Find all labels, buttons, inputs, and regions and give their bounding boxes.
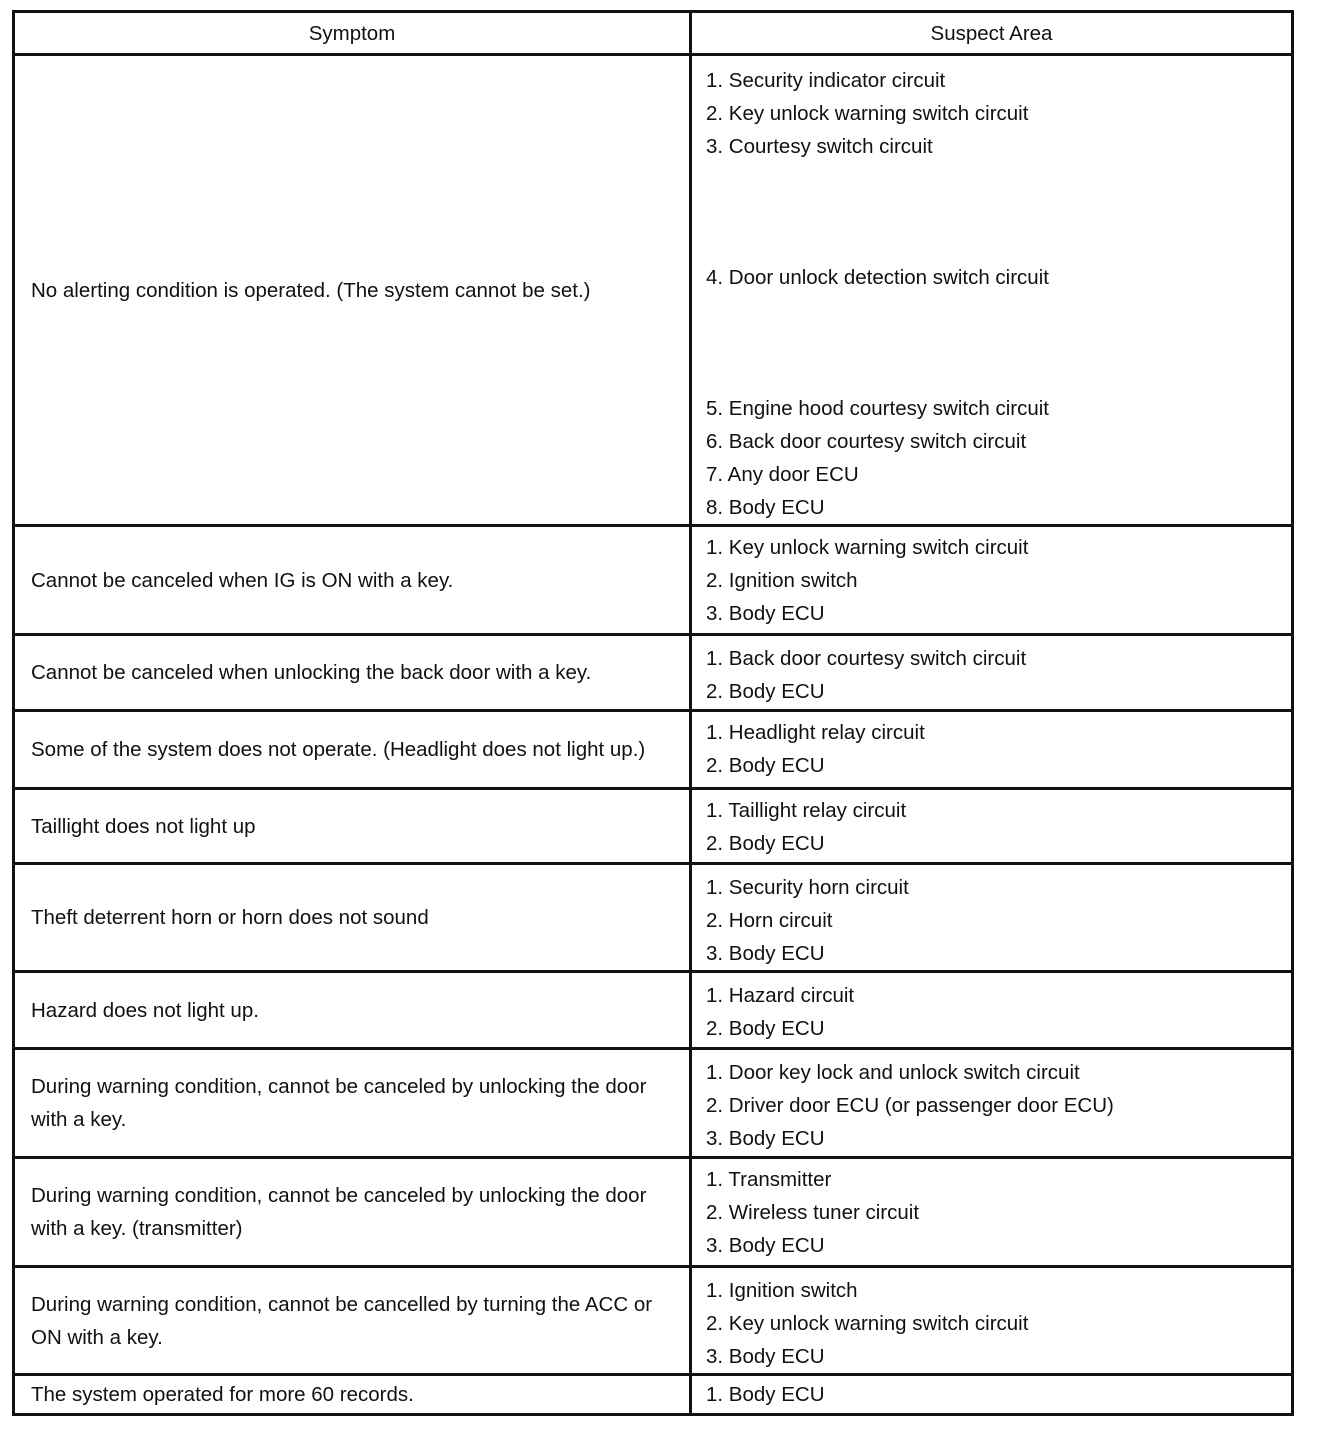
- suspect-item: 5. Engine hood courtesy switch circuit: [706, 397, 1049, 420]
- suspect-item: 1. Security indicator circuit: [706, 69, 946, 92]
- suspect-area-cell: [691, 972, 1293, 1049]
- symptom-cell: Some of the system does not operate. (Headlight does not light up.): [14, 711, 691, 789]
- table-row: [14, 972, 1293, 1049]
- suspect-area-cell: [691, 789, 1293, 864]
- suspect-item: 3. Body ECU: [706, 1345, 825, 1368]
- suspect-item: 3. Courtesy switch circuit: [706, 135, 933, 158]
- suspect-item: 2. Driver door ECU (or passenger door ECU): [706, 1094, 1114, 1117]
- suspect-item: 1. Back door courtesy switch circuit: [706, 647, 1027, 670]
- troubleshooting-table: [12, 10, 1294, 1416]
- suspect-item: 2. Key unlock warning switch circuit: [706, 102, 1029, 125]
- suspect-item: 4. Door unlock detection switch circuit: [706, 266, 1049, 289]
- suspect-area-cell: [691, 526, 1293, 635]
- symptom-cell: Theft deterrent horn or horn does not sound: [14, 864, 691, 972]
- suspect-item: 2. Body ECU: [706, 1017, 825, 1040]
- symptom-cell: During warning condition, cannot be canceled by unlocking the door with a key.: [14, 1049, 691, 1158]
- suspect-item: 1. Door key lock and unlock switch circuit: [706, 1061, 1080, 1084]
- suspect-item: 1. Key unlock warning switch circuit: [706, 536, 1029, 559]
- table-body: [14, 55, 1293, 1415]
- troubleshooting-table-container: [12, 10, 1291, 1416]
- suspect-item: 2. Wireless tuner circuit: [706, 1201, 920, 1224]
- table-row: [14, 635, 1293, 711]
- suspect-area-cell: [691, 635, 1293, 711]
- suspect-item: 2. Key unlock warning switch circuit: [706, 1312, 1029, 1335]
- suspect-item: 2. Ignition switch: [706, 569, 858, 592]
- symptom-column-header: Symptom: [14, 12, 691, 55]
- suspect-item: 6. Back door courtesy switch circuit: [706, 430, 1027, 453]
- suspect-area-cell: [691, 711, 1293, 789]
- suspect-item: 1. Transmitter: [706, 1168, 832, 1191]
- suspect-item: 2. Body ECU: [706, 754, 825, 777]
- suspect-item: 1. Body ECU: [706, 1383, 825, 1406]
- header-row: [14, 12, 1293, 55]
- symptom-cell: Cannot be canceled when unlocking the back door with a key.: [14, 635, 691, 711]
- suspect-item: 7. Any door ECU: [706, 463, 859, 486]
- symptom-cell: No alerting condition is operated. (The system cannot be set.): [14, 55, 691, 526]
- suspect-item: 1. Ignition switch: [706, 1279, 858, 1302]
- table-row: [14, 789, 1293, 864]
- table-row: [14, 1375, 1293, 1415]
- symptom-cell: During warning condition, cannot be canceled by unlocking the door with a key. (transmitter): [14, 1158, 691, 1267]
- table-row: [14, 526, 1293, 635]
- symptom-cell: Cannot be canceled when IG is ON with a key.: [14, 526, 691, 635]
- suspect-area-cell: [691, 1267, 1293, 1375]
- suspect-item: 1. Headlight relay circuit: [706, 721, 925, 744]
- suspect-item: 8. Body ECU: [706, 496, 825, 519]
- suspect-item: 2. Body ECU: [706, 680, 825, 703]
- suspect-item: 2. Horn circuit: [706, 909, 833, 932]
- table-row: [14, 711, 1293, 789]
- suspect-area-column-header: Suspect Area: [691, 12, 1293, 55]
- suspect-item: 1. Hazard circuit: [706, 984, 855, 1007]
- suspect-item: 2. Body ECU: [706, 832, 825, 855]
- suspect-area-cell: [691, 1158, 1293, 1267]
- suspect-item: 3. Body ECU: [706, 602, 825, 625]
- suspect-item: 3. Body ECU: [706, 1234, 825, 1257]
- table-row: [14, 1049, 1293, 1158]
- symptom-cell: Taillight does not light up: [14, 789, 691, 864]
- suspect-item: 1. Taillight relay circuit: [706, 799, 907, 822]
- symptom-cell: The system operated for more 60 records.: [14, 1375, 691, 1415]
- suspect-item: 3. Body ECU: [706, 1127, 825, 1150]
- table-row: [14, 1267, 1293, 1375]
- symptom-cell: During warning condition, cannot be cancelled by turning the ACC or ON with a key.: [14, 1267, 691, 1375]
- table-row: [14, 1158, 1293, 1267]
- table-row: [14, 864, 1293, 972]
- symptom-cell: Hazard does not light up.: [14, 972, 691, 1049]
- suspect-area-cell: [691, 864, 1293, 972]
- suspect-area-cell: [691, 1375, 1293, 1415]
- suspect-area-cell: [691, 1049, 1293, 1158]
- suspect-item: 3. Body ECU: [706, 942, 825, 965]
- suspect-area-cell: [691, 55, 1293, 526]
- suspect-item: 1. Security horn circuit: [706, 876, 909, 899]
- table-row: [14, 55, 1293, 526]
